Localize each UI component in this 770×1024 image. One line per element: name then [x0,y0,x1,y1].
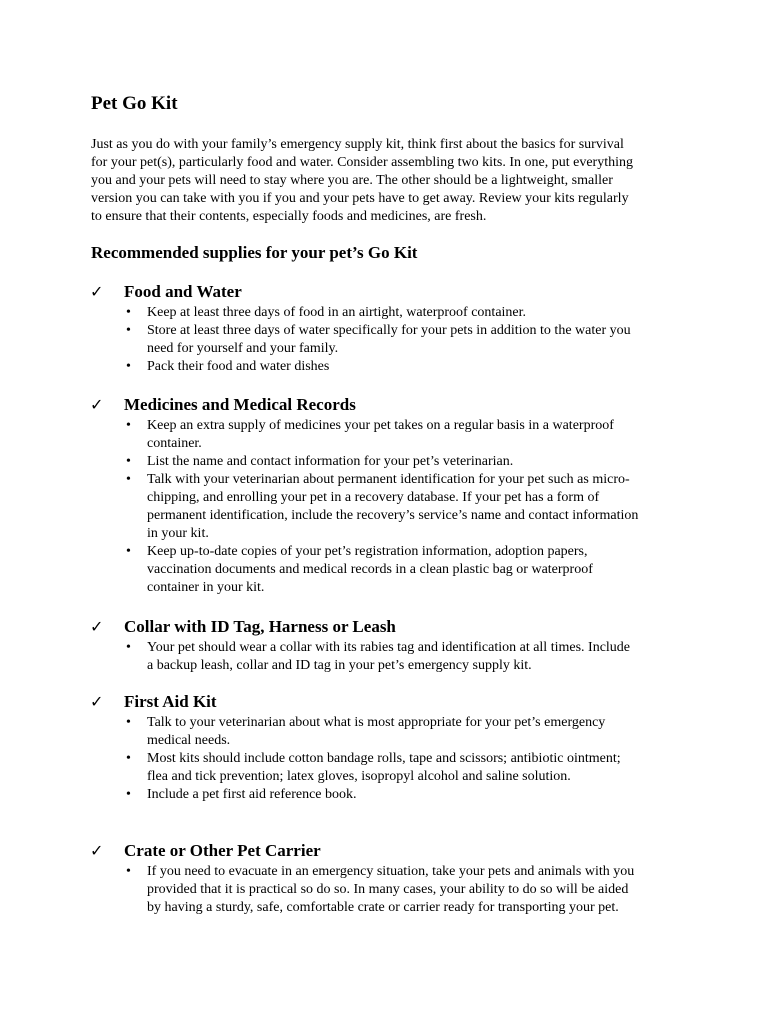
bullet-list [0,304,631,376]
item-line: Your pet should wear a collar with its rabies tag and identification at all times. Include [147,640,631,655]
list-item [0,863,634,917]
bullet-list [0,863,634,917]
item-line: Pack their food and water dishes [147,359,330,374]
list-item [0,639,630,675]
item-line: container. [147,436,202,451]
list-item [0,322,631,358]
bullet-icon: • [126,359,131,374]
bullet-list [0,417,638,597]
checkmark-icon: ✓ [90,617,104,636]
list-item [0,750,621,786]
intro-paragraph [91,136,691,226]
item-line: List the name and contact information for your pet’s veterinarian. [147,454,514,469]
bullet-icon: • [126,715,131,730]
intro-line: you and your pets will need to stay where you are. The other should be a lightweight, smaller [91,173,613,188]
intro-line: for your pet(s), particularly food and water. Consider assembling two kits. In one, put everything [91,155,633,170]
item-line: Talk to your veterinarian about what is most appropriate for your pet’s emergency [147,715,606,730]
bullet-icon: • [126,544,131,559]
list-item [0,453,638,471]
item-line: Most kits should include cotton bandage rolls, tape and scissors; antibiotic ointment; [147,751,621,766]
checkmark-icon: ✓ [90,692,104,711]
item-line: Include a pet first aid reference book. [147,787,357,802]
bullet-icon: • [126,454,131,469]
list-item [0,714,621,750]
item-line: by having a sturdy, safe, comfortable crate or carrier ready for transporting your pet. [147,900,619,915]
item-line: Keep an extra supply of medicines your pet takes on a regular basis in a waterproof [147,418,614,433]
bullet-icon: • [126,472,131,487]
list-item [0,358,631,376]
section-heading: Collar with ID Tag, Harness or Leash [124,617,396,636]
item-line: Keep up-to-date copies of your pet’s registration information, adoption papers, [147,544,588,559]
section-heading: Crate or Other Pet Carrier [124,841,321,860]
bullet-list [0,639,630,675]
list-item [0,471,638,543]
bullet-icon: • [126,640,131,655]
item-line: Keep at least three days of food in an airtight, waterproof container. [147,305,527,320]
checkmark-icon: ✓ [90,282,104,301]
checkmark-icon: ✓ [90,395,104,414]
list-item [0,786,621,804]
item-line: in your kit. [147,526,209,541]
section-heading: Food and Water [124,282,242,301]
list-item [0,417,638,453]
item-line: vaccination documents and medical records in a clean plastic bag or waterproof [147,562,593,577]
checkmark-icon: ✓ [90,841,104,860]
intro-line: to ensure that their contents, especially foods and medicines, are fresh. [91,209,487,224]
item-line: If you need to evacuate in an emergency situation, take your pets and animals with you [147,864,635,879]
item-line: provided that it is practical so do so. In many cases, your ability to do so will be aided [147,882,629,897]
item-line: flea and tick prevention; latex gloves, isopropyl alcohol and saline solution. [147,769,571,784]
item-line: a backup leash, collar and ID tag in your pet’s emergency supply kit. [147,658,532,673]
item-line: need for yourself and your family. [147,341,339,356]
bullet-icon: • [126,323,131,338]
list-item [0,304,631,322]
section-subtitle: Recommended supplies for your pet’s Go Kit [91,243,418,262]
intro-line: Just as you do with your family’s emergency supply kit, think first about the basics for survival [91,137,624,152]
bullet-icon: • [126,305,131,320]
item-line: Talk with your veterinarian about permanent identification for your pet such as micro- [147,472,630,487]
item-line: chipping, and enrolling your pet in a recovery database. If your pet has a form of [147,490,600,505]
bullet-icon: • [126,751,131,766]
item-line: Store at least three days of water specifically for your pets in addition to the water you [147,323,631,338]
section-heading: First Aid Kit [124,692,217,711]
bullet-icon: • [126,864,131,879]
bullet-icon: • [126,787,131,802]
item-line: permanent identification, include the recovery’s service’s name and contact information [147,508,639,523]
item-line: medical needs. [147,733,231,748]
list-item [0,543,638,597]
bullet-icon: • [126,418,131,433]
item-line: container in your kit. [147,580,265,595]
page-title: Pet Go Kit [91,93,178,114]
intro-line: version you can take with you if you and your pets have to get away. Review your kits regularly [91,191,629,206]
section-heading: Medicines and Medical Records [124,395,356,414]
bullet-list [0,714,621,804]
